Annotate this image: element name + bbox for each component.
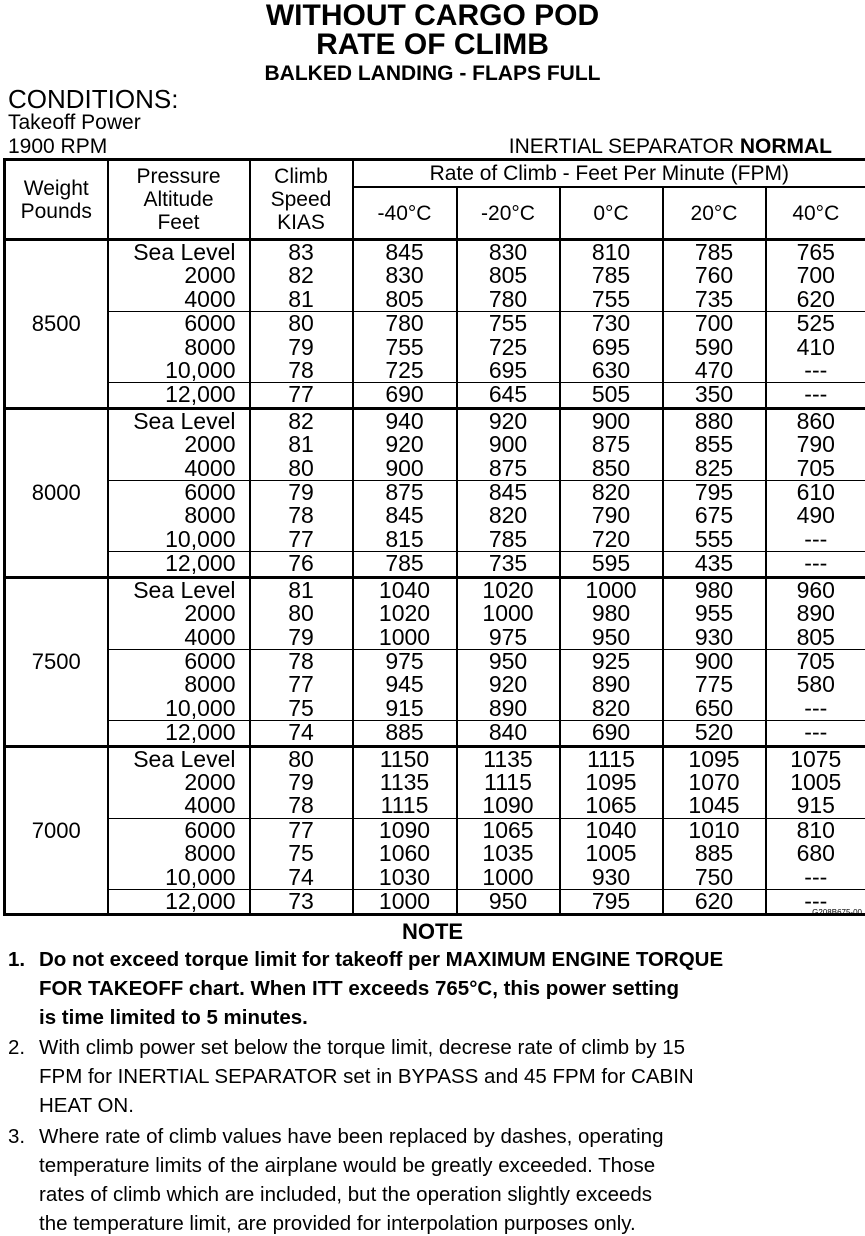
roc-40-cell: 620 [766, 288, 865, 312]
altitude-cell: 8000 [108, 842, 250, 865]
climb-speed-cell: 80 [250, 457, 353, 481]
climb-speed-cell: 76 [250, 552, 353, 577]
roc-minus20-cell: 1115 [457, 771, 560, 794]
note-line: Where rate of climb values have been replaced by dashes, operating [39, 1124, 663, 1149]
altitude-cell: 12,000 [108, 552, 250, 577]
altitude-cell: 10,000 [108, 697, 250, 721]
roc-20-cell: 1045 [663, 794, 766, 818]
roc-0-cell: 630 [560, 359, 663, 383]
altitude-cell: 12,000 [108, 383, 250, 408]
roc-minus40-cell: 975 [353, 649, 457, 673]
roc-minus40-cell: 780 [353, 312, 457, 336]
header-pressure-altitude: Pressure Altitude Feet [108, 160, 250, 240]
altitude-cell: Sea Level [108, 577, 250, 602]
table-row [5, 673, 865, 696]
roc-20-cell: 435 [663, 552, 766, 577]
roc-0-cell: 755 [560, 288, 663, 312]
altitude-cell: 10,000 [108, 866, 250, 890]
roc-0-cell: 925 [560, 649, 663, 673]
chart-subtitle: BALKED LANDING - FLAPS FULL [0, 62, 865, 86]
altitude-cell: 2000 [108, 602, 250, 625]
roc-minus40-cell: 1060 [353, 842, 457, 865]
roc-minus20-cell: 1035 [457, 842, 560, 865]
roc-minus20-cell: 725 [457, 336, 560, 359]
condition-power: Takeoff Power [8, 111, 141, 135]
roc-40-cell: 915 [766, 794, 865, 818]
altitude-cell: 4000 [108, 288, 250, 312]
roc-minus20-cell: 875 [457, 457, 560, 481]
roc-40-cell: 810 [766, 818, 865, 842]
altitude-cell: 4000 [108, 457, 250, 481]
roc-0-cell: 1000 [560, 577, 663, 602]
note-line: With climb power set below the torque limit, decrese rate of climb by 15 [39, 1035, 685, 1060]
roc-minus20-cell: 645 [457, 383, 560, 408]
roc-0-cell: 785 [560, 264, 663, 287]
roc-40-cell: --- [766, 697, 865, 721]
roc-40-cell: 860 [766, 408, 865, 433]
inertial-separator-condition [509, 135, 832, 159]
climb-speed-cell: 83 [250, 240, 353, 265]
roc-minus20-cell: 830 [457, 240, 560, 265]
roc-20-cell: 350 [663, 383, 766, 408]
roc-40-cell: 705 [766, 649, 865, 673]
header-temp-20: 20°C [663, 187, 766, 240]
altitude-cell: 6000 [108, 312, 250, 336]
roc-40-cell: --- [766, 359, 865, 383]
note-number: 2. [8, 1035, 25, 1060]
table-row [5, 721, 865, 746]
roc-minus40-cell: 940 [353, 408, 457, 433]
roc-40-cell: 805 [766, 626, 865, 650]
roc-minus20-cell: 1000 [457, 602, 560, 625]
roc-0-cell: 900 [560, 408, 663, 433]
table-row [5, 457, 865, 481]
table-row [5, 771, 865, 794]
roc-40-cell: 790 [766, 433, 865, 456]
altitude-cell: 10,000 [108, 359, 250, 383]
altitude-cell: 4000 [108, 626, 250, 650]
roc-minus40-cell: 845 [353, 240, 457, 265]
roc-minus20-cell: 890 [457, 697, 560, 721]
roc-0-cell: 810 [560, 240, 663, 265]
roc-20-cell: 735 [663, 288, 766, 312]
roc-minus40-cell: 755 [353, 336, 457, 359]
roc-20-cell: 1010 [663, 818, 766, 842]
roc-minus40-cell: 845 [353, 504, 457, 527]
roc-minus20-cell: 695 [457, 359, 560, 383]
roc-20-cell: 900 [663, 649, 766, 673]
note-number: 3. [8, 1124, 25, 1149]
roc-0-cell: 1095 [560, 771, 663, 794]
roc-0-cell: 720 [560, 528, 663, 552]
climb-speed-cell: 81 [250, 288, 353, 312]
table-row [5, 433, 865, 456]
roc-20-cell: 675 [663, 504, 766, 527]
roc-0-cell: 1115 [560, 746, 663, 771]
note-line: FPM for INERTIAL SEPARATOR set in BYPASS and 45 FPM for CABIN [39, 1064, 694, 1089]
separator-label: INERTIAL SEPARATOR [509, 135, 734, 158]
roc-minus40-cell: 1115 [353, 794, 457, 818]
note-line: Do not exceed torque limit for takeoff per MAXIMUM ENGINE TORQUE [39, 947, 723, 972]
roc-0-cell: 695 [560, 336, 663, 359]
climb-speed-cell: 80 [250, 746, 353, 771]
roc-minus40-cell: 1030 [353, 866, 457, 890]
table-row [5, 818, 865, 842]
roc-40-cell: 890 [766, 602, 865, 625]
roc-20-cell: 650 [663, 697, 766, 721]
climb-speed-cell: 81 [250, 577, 353, 602]
roc-minus20-cell: 735 [457, 552, 560, 577]
roc-minus40-cell: 815 [353, 528, 457, 552]
roc-minus40-cell: 1090 [353, 818, 457, 842]
roc-minus40-cell: 900 [353, 457, 457, 481]
altitude-cell: 2000 [108, 433, 250, 456]
table-row [5, 794, 865, 818]
roc-0-cell: 950 [560, 626, 663, 650]
climb-speed-cell: 80 [250, 602, 353, 625]
condition-rpm: 1900 RPM [8, 135, 107, 159]
climb-speed-cell: 77 [250, 528, 353, 552]
altitude-cell: 2000 [108, 771, 250, 794]
roc-minus40-cell: 1150 [353, 746, 457, 771]
header-temp-0: 0°C [560, 187, 663, 240]
climb-speed-cell: 82 [250, 264, 353, 287]
climb-speed-cell: 78 [250, 649, 353, 673]
table-row [5, 408, 865, 433]
header-temp-minus20: -20°C [457, 187, 560, 240]
table-body [5, 240, 865, 915]
table-row [5, 842, 865, 865]
weight-cell: 8000 [5, 408, 108, 577]
roc-minus20-cell: 1090 [457, 794, 560, 818]
roc-0-cell: 795 [560, 889, 663, 914]
roc-40-cell: 700 [766, 264, 865, 287]
roc-20-cell: 775 [663, 673, 766, 696]
climb-speed-cell: 79 [250, 771, 353, 794]
roc-minus20-cell: 785 [457, 528, 560, 552]
table-row [5, 336, 865, 359]
roc-minus20-cell: 780 [457, 288, 560, 312]
separator-value: NORMAL [740, 135, 832, 158]
roc-0-cell: 980 [560, 602, 663, 625]
roc-40-cell: --- [766, 528, 865, 552]
table-row [5, 866, 865, 890]
climb-speed-cell: 75 [250, 842, 353, 865]
altitude-cell: 12,000 [108, 889, 250, 914]
climb-speed-cell: 78 [250, 794, 353, 818]
roc-40-cell: 705 [766, 457, 865, 481]
roc-20-cell: 760 [663, 264, 766, 287]
roc-20-cell: 700 [663, 312, 766, 336]
roc-minus20-cell: 920 [457, 408, 560, 433]
table-row [5, 240, 865, 265]
roc-0-cell: 890 [560, 673, 663, 696]
altitude-cell: 12,000 [108, 721, 250, 746]
roc-minus40-cell: 1135 [353, 771, 457, 794]
altitude-cell: 6000 [108, 818, 250, 842]
roc-minus40-cell: 920 [353, 433, 457, 456]
roc-minus20-cell: 900 [457, 433, 560, 456]
altitude-cell: 8000 [108, 336, 250, 359]
roc-minus20-cell: 820 [457, 504, 560, 527]
altitude-cell: Sea Level [108, 408, 250, 433]
roc-minus40-cell: 785 [353, 552, 457, 577]
roc-40-cell: 1005 [766, 771, 865, 794]
climb-speed-cell: 79 [250, 626, 353, 650]
altitude-cell: 8000 [108, 504, 250, 527]
altitude-cell: Sea Level [108, 240, 250, 265]
climb-speed-cell: 82 [250, 408, 353, 433]
roc-minus40-cell: 1040 [353, 577, 457, 602]
roc-20-cell: 1070 [663, 771, 766, 794]
roc-20-cell: 750 [663, 866, 766, 890]
roc-40-cell: 610 [766, 481, 865, 505]
altitude-cell: Sea Level [108, 746, 250, 771]
table-row [5, 602, 865, 625]
roc-40-cell: 960 [766, 577, 865, 602]
table-row [5, 889, 865, 914]
roc-0-cell: 505 [560, 383, 663, 408]
roc-minus40-cell: 1000 [353, 889, 457, 914]
roc-minus20-cell: 845 [457, 481, 560, 505]
table-row [5, 649, 865, 673]
roc-minus20-cell: 1000 [457, 866, 560, 890]
roc-minus40-cell: 915 [353, 697, 457, 721]
note-number: 1. [8, 947, 25, 972]
table-row [5, 577, 865, 602]
table-row [5, 288, 865, 312]
roc-20-cell: 520 [663, 721, 766, 746]
roc-0-cell: 820 [560, 481, 663, 505]
altitude-cell: 2000 [108, 264, 250, 287]
roc-40-cell: 680 [766, 842, 865, 865]
table-row [5, 359, 865, 383]
climb-speed-cell: 81 [250, 433, 353, 456]
roc-40-cell: --- [766, 552, 865, 577]
roc-minus20-cell: 1065 [457, 818, 560, 842]
altitude-cell: 10,000 [108, 528, 250, 552]
altitude-cell: 6000 [108, 481, 250, 505]
roc-20-cell: 880 [663, 408, 766, 433]
roc-0-cell: 850 [560, 457, 663, 481]
climb-speed-cell: 77 [250, 383, 353, 408]
table-row [5, 552, 865, 577]
roc-20-cell: 555 [663, 528, 766, 552]
table-row [5, 264, 865, 287]
climb-speed-cell: 79 [250, 336, 353, 359]
note-line: the temperature limit, are provided for interpolation purposes only. [39, 1211, 636, 1236]
chart-title: WITHOUT CARGO POD [0, 0, 865, 32]
roc-minus20-cell: 1135 [457, 746, 560, 771]
roc-40-cell: --- [766, 383, 865, 408]
climb-speed-cell: 74 [250, 866, 353, 890]
roc-minus40-cell: 875 [353, 481, 457, 505]
climb-speed-cell: 73 [250, 889, 353, 914]
header-rate-of-climb: Rate of Climb - Feet Per Minute (FPM) [353, 160, 865, 188]
altitude-cell: 8000 [108, 673, 250, 696]
table-row [5, 626, 865, 650]
table-row [5, 383, 865, 408]
roc-40-cell: --- [766, 866, 865, 890]
roc-0-cell: 1065 [560, 794, 663, 818]
note-heading: NOTE [0, 919, 865, 945]
roc-minus40-cell: 1020 [353, 602, 457, 625]
roc-0-cell: 690 [560, 721, 663, 746]
roc-minus40-cell: 945 [353, 673, 457, 696]
roc-minus40-cell: 885 [353, 721, 457, 746]
note-line: is time limited to 5 minutes. [39, 1005, 308, 1030]
roc-40-cell: 410 [766, 336, 865, 359]
roc-20-cell: 470 [663, 359, 766, 383]
roc-minus40-cell: 805 [353, 288, 457, 312]
roc-0-cell: 595 [560, 552, 663, 577]
climb-speed-cell: 80 [250, 312, 353, 336]
roc-0-cell: 1005 [560, 842, 663, 865]
roc-20-cell: 620 [663, 889, 766, 914]
roc-20-cell: 590 [663, 336, 766, 359]
roc-40-cell: --- [766, 889, 865, 914]
table-row [5, 528, 865, 552]
climb-speed-cell: 78 [250, 504, 353, 527]
climb-speed-cell: 77 [250, 818, 353, 842]
header-weight: Weight Pounds [5, 160, 108, 240]
climb-speed-cell: 75 [250, 697, 353, 721]
climb-speed-cell: 79 [250, 481, 353, 505]
roc-minus20-cell: 1020 [457, 577, 560, 602]
note-line: temperature limits of the airplane would be greatly exceeded. Those [39, 1153, 655, 1178]
roc-20-cell: 885 [663, 842, 766, 865]
altitude-cell: 6000 [108, 649, 250, 673]
roc-20-cell: 1095 [663, 746, 766, 771]
roc-40-cell: 765 [766, 240, 865, 265]
note-line: HEAT ON. [39, 1093, 134, 1118]
roc-20-cell: 980 [663, 577, 766, 602]
weight-cell: 8500 [5, 240, 108, 409]
roc-40-cell: 525 [766, 312, 865, 336]
roc-minus20-cell: 755 [457, 312, 560, 336]
note-line: FOR TAKEOFF chart. When ITT exceeds 765°C, this power setting [39, 976, 679, 1001]
roc-0-cell: 930 [560, 866, 663, 890]
chart-subtitle-main: RATE OF CLIMB [0, 29, 865, 61]
roc-minus20-cell: 950 [457, 649, 560, 673]
roc-minus20-cell: 975 [457, 626, 560, 650]
table-row [5, 504, 865, 527]
altitude-cell: 4000 [108, 794, 250, 818]
table-row [5, 746, 865, 771]
weight-cell: 7500 [5, 577, 108, 746]
roc-0-cell: 730 [560, 312, 663, 336]
roc-40-cell: 580 [766, 673, 865, 696]
roc-20-cell: 785 [663, 240, 766, 265]
header-temp-minus40: -40°C [353, 187, 457, 240]
table-row [5, 481, 865, 505]
roc-20-cell: 955 [663, 602, 766, 625]
weight-cell: 7000 [5, 746, 108, 915]
roc-minus20-cell: 920 [457, 673, 560, 696]
climb-speed-cell: 77 [250, 673, 353, 696]
roc-20-cell: 795 [663, 481, 766, 505]
roc-0-cell: 1040 [560, 818, 663, 842]
roc-20-cell: 825 [663, 457, 766, 481]
roc-minus40-cell: 1000 [353, 626, 457, 650]
rate-of-climb-table [3, 158, 865, 916]
table-row [5, 312, 865, 336]
roc-40-cell: --- [766, 721, 865, 746]
note-line: rates of climb which are included, but the operation slightly exceeds [39, 1182, 652, 1207]
roc-minus20-cell: 805 [457, 264, 560, 287]
climb-speed-cell: 74 [250, 721, 353, 746]
roc-minus40-cell: 830 [353, 264, 457, 287]
roc-minus20-cell: 840 [457, 721, 560, 746]
header-temp-40: 40°C [766, 187, 865, 240]
table-row [5, 697, 865, 721]
roc-0-cell: 790 [560, 504, 663, 527]
header-climb-speed: Climb Speed KIAS [250, 160, 353, 240]
roc-20-cell: 930 [663, 626, 766, 650]
climb-speed-cell: 78 [250, 359, 353, 383]
figure-code: G208B675-00 [812, 908, 862, 918]
roc-40-cell: 490 [766, 504, 865, 527]
roc-0-cell: 820 [560, 697, 663, 721]
conditions-heading: CONDITIONS: [8, 84, 178, 114]
roc-40-cell: 1075 [766, 746, 865, 771]
roc-minus40-cell: 725 [353, 359, 457, 383]
roc-minus20-cell: 950 [457, 889, 560, 914]
roc-minus40-cell: 690 [353, 383, 457, 408]
roc-20-cell: 855 [663, 433, 766, 456]
roc-0-cell: 875 [560, 433, 663, 456]
